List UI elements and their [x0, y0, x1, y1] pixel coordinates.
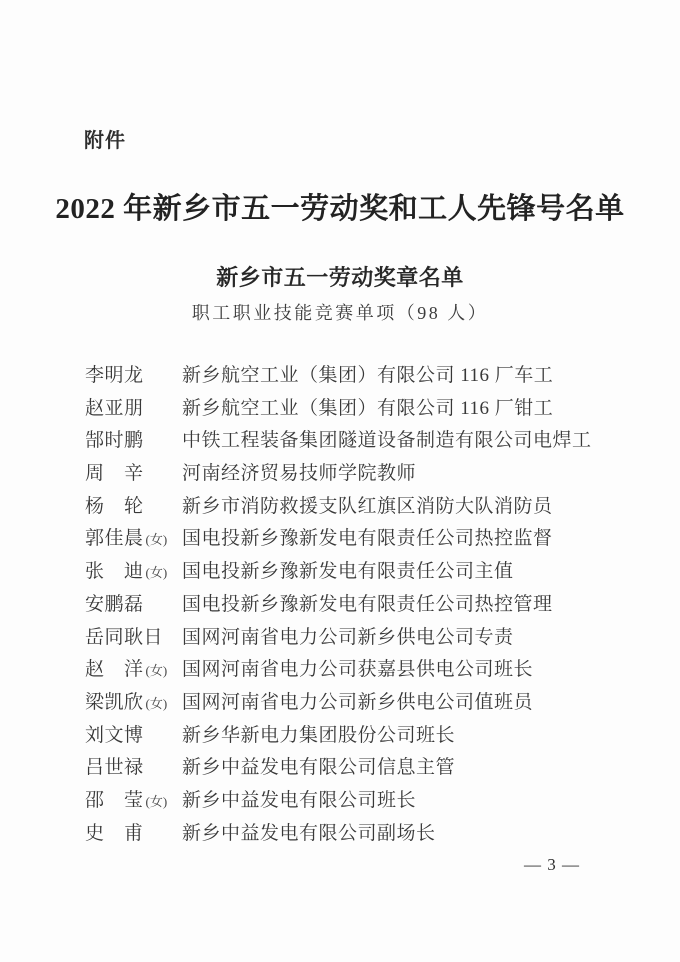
table-row — [85, 393, 650, 426]
table-row — [85, 360, 650, 393]
gender-note: (女) — [145, 793, 168, 809]
gender-note: (女) — [145, 532, 168, 548]
recipient-organization: 新乡中益发电有限公司班长 — [182, 789, 417, 811]
table-row — [85, 425, 650, 458]
recipient-name-text: 梁凯欣 — [85, 691, 144, 713]
recipient-name-text: 史 甫 — [85, 822, 144, 844]
recipient-organization: 新乡市消防救援支队红旗区消防大队消防员 — [182, 495, 553, 517]
recipient-organization: 国网河南省电力公司新乡供电公司专责 — [182, 626, 514, 648]
recipient-name — [85, 589, 182, 623]
table-row — [85, 785, 650, 818]
page-number: — 3 — — [524, 855, 580, 874]
recipient-organization: 新乡华新电力集团股份公司班长 — [182, 724, 456, 746]
recipient-name — [85, 491, 182, 525]
recipient-name — [85, 458, 182, 492]
table-row — [85, 752, 650, 785]
recipient-name-text: 张 迪 — [85, 561, 144, 583]
recipient-name — [85, 360, 182, 394]
table-row — [85, 687, 650, 720]
recipient-name — [85, 556, 182, 590]
recipient-name — [85, 720, 182, 754]
recipient-name-text: 郭佳晨 — [85, 528, 144, 550]
recipient-name-text: 郜时鹏 — [85, 430, 144, 452]
recipient-organization: 河南经济贸易技师学院教师 — [182, 463, 417, 485]
recipient-name — [85, 622, 182, 656]
recipient-name-text: 杨 轮 — [85, 495, 144, 517]
recipient-organization: 新乡航空工业（集团）有限公司 116 厂钳工 — [182, 397, 554, 419]
recipient-name-text: 吕世禄 — [85, 757, 144, 779]
recipient-organization: 新乡中益发电有限公司副场长 — [182, 822, 436, 844]
recipient-name-text: 岳同耿日 — [85, 626, 164, 648]
recipient-organization: 新乡航空工业（集团）有限公司 116 厂车工 — [182, 365, 554, 386]
table-row — [85, 720, 650, 753]
gender-note: (女) — [145, 565, 168, 581]
recipient-organization: 国网河南省电力公司获嘉县供电公司班长 — [182, 659, 534, 681]
recipient-name — [85, 523, 182, 557]
table-row — [85, 458, 650, 491]
table-row — [85, 491, 650, 524]
main-title: 2022 年新乡市五一劳动奖和工人先锋号名单 — [55, 193, 625, 225]
recipient-organization: 国电投新乡豫新发电有限责任公司主值 — [182, 561, 514, 583]
subsection-title: 职工职业技能竞赛单项（98 人） — [191, 303, 489, 323]
recipient-name-text: 赵 洋 — [85, 659, 144, 681]
recipient-name — [85, 818, 182, 852]
table-row — [85, 622, 650, 655]
table-row — [85, 523, 650, 556]
recipient-list — [85, 360, 650, 850]
attachment-label: 附件 — [84, 130, 126, 152]
recipient-name — [85, 687, 182, 721]
recipient-name — [85, 752, 182, 786]
section-title: 新乡市五一劳动奖章名单 — [216, 265, 464, 290]
table-row — [85, 589, 650, 622]
recipient-name-text: 刘文博 — [85, 724, 144, 746]
table-row — [85, 654, 650, 687]
recipient-name-text: 赵亚朋 — [85, 397, 144, 419]
recipient-name-text: 安鹏磊 — [85, 593, 144, 615]
recipient-organization: 中铁工程装备集团隧道设备制造有限公司电焊工 — [182, 430, 592, 452]
recipient-organization: 国电投新乡豫新发电有限责任公司热控监督 — [182, 528, 553, 550]
recipient-organization: 国网河南省电力公司新乡供电公司值班员 — [182, 691, 534, 713]
recipient-name — [85, 393, 182, 427]
recipient-organization: 新乡中益发电有限公司信息主管 — [182, 757, 456, 779]
recipient-name-text: 周 辛 — [85, 463, 144, 485]
table-row — [85, 556, 650, 589]
gender-note: (女) — [145, 663, 168, 679]
recipient-organization: 国电投新乡豫新发电有限责任公司热控管理 — [182, 593, 553, 615]
recipient-name-text: 李明龙 — [85, 365, 144, 386]
recipient-name-text: 邵 莹 — [85, 789, 144, 811]
gender-note: (女) — [145, 695, 168, 711]
recipient-name — [85, 425, 182, 459]
recipient-name — [85, 785, 182, 819]
recipient-name — [85, 654, 182, 688]
table-row — [85, 818, 650, 851]
